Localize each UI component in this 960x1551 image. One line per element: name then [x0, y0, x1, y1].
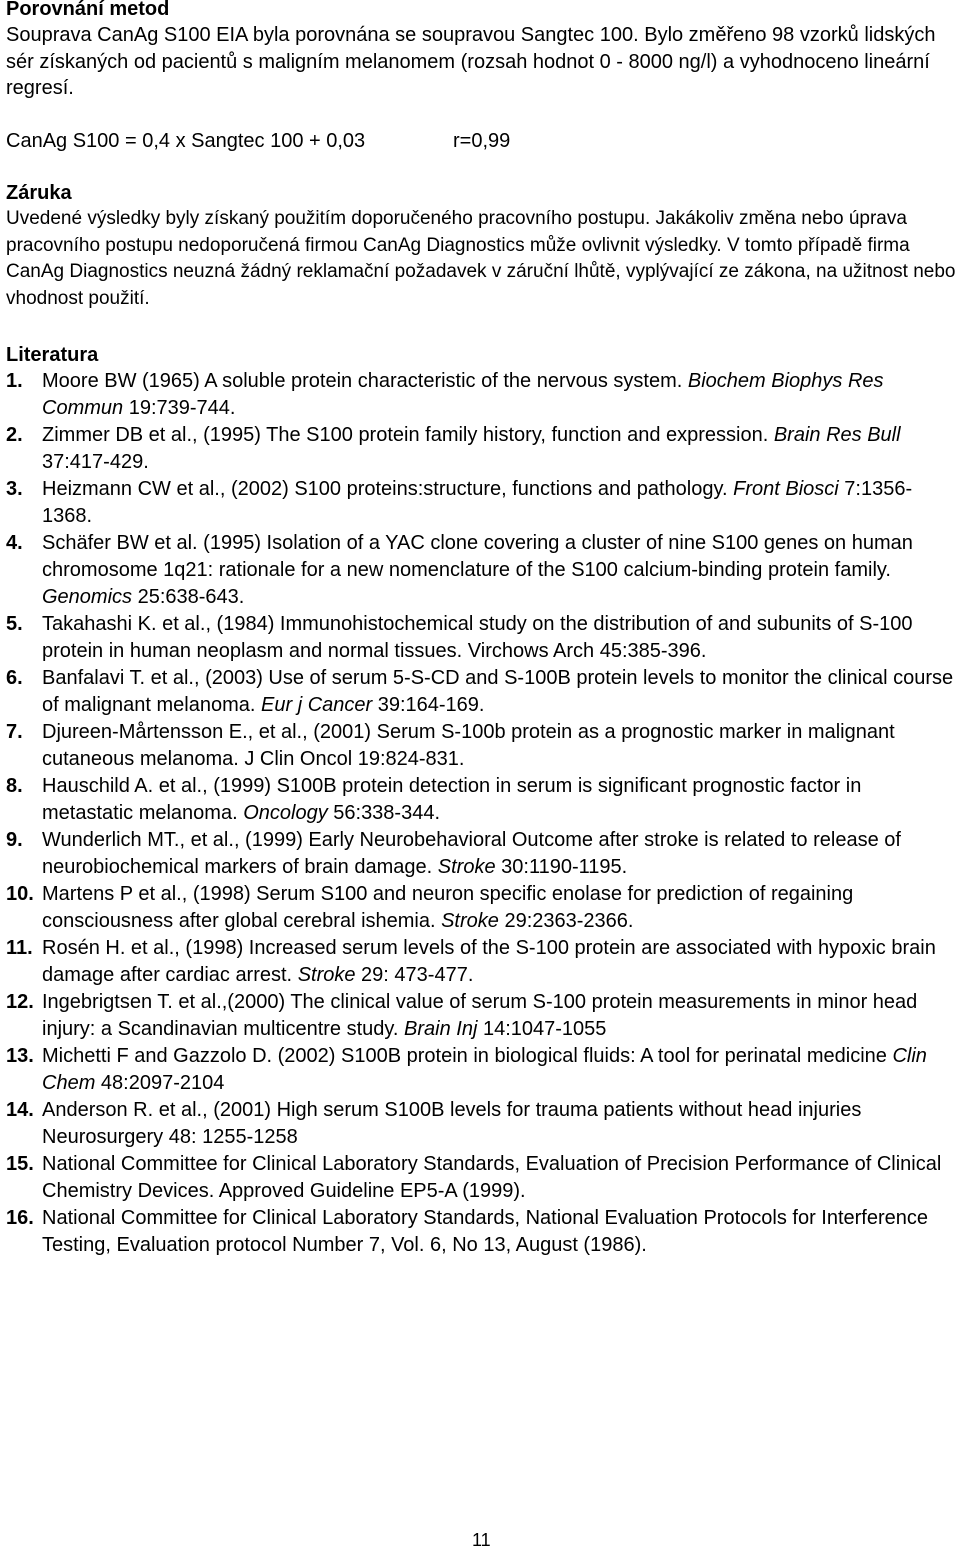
reference-number: 11.: [6, 937, 33, 959]
reference-text: ,(2000) The clinical value of serum S-100 protein measurements in minor head injury: a Scandinavian multicentre study.: [42, 991, 918, 1040]
reference-number: 10.: [6, 883, 34, 905]
reference-number: 7.: [6, 721, 23, 743]
reference-number: 8.: [6, 775, 23, 797]
reference-citation: 29: 473-477.: [355, 964, 474, 986]
comparison-heading: Porovnání metod: [6, 0, 170, 20]
reference-author: Moore BW: [42, 370, 137, 392]
reference-journal: Front Biosci: [733, 478, 839, 500]
reference-text: , (1998) Serum S100 and neuron specific enolase for prediction of regaining consciousness after global cerebral ishemia.: [42, 883, 854, 932]
reference-item: [6, 1043, 956, 1097]
reference-number: 3.: [6, 478, 23, 500]
reference-journal: Stroke: [297, 964, 356, 986]
reference-text: , (1999) S100B protein detection in serum is significant prognostic factor in metastatic melanoma.: [42, 775, 862, 824]
warranty-section: [6, 180, 956, 312]
reference-item: [6, 773, 956, 827]
reference-number: 15.: [6, 1153, 34, 1175]
reference-text: , (1998) Increased serum levels of the S-100 protein are associated with hypoxic brain damage after cardiac arrest.: [42, 937, 936, 986]
reference-item: [6, 665, 956, 719]
reference-item: [6, 1205, 956, 1259]
reference-item: [6, 1097, 956, 1151]
reference-text: , (1995) The S100 protein family history, function and expression.: [192, 424, 774, 446]
reference-text: , (2003) Use of serum 5-S-CD and S-100B protein levels to monitor the clinical course of malignant melanoma.: [42, 667, 954, 716]
reference-author: Wunderlich MT., et al.: [42, 829, 234, 851]
reference-item: [6, 881, 956, 935]
reference-author: Martens P et al.: [42, 883, 182, 905]
comparison-text: Souprava CanAg S100 EIA byla porovnána se soupravou Sangtec 100. Bylo změřeno 98 vzorků lidských sér získaných od pacientů s maligním melanomem (rozsah hodnot 0 - 8000 ng/l) a vyhodnoceno lineární regresí.: [6, 24, 936, 99]
reference-citation: 48:2097-2104: [95, 1072, 225, 1094]
reference-text: (2002) S100B protein in biological fluids: A tool for perinatal medicine: [272, 1045, 893, 1067]
reference-journal: Genomics: [42, 586, 133, 608]
reference-journal: Stroke: [441, 910, 499, 932]
reference-citation: 19:739-744.: [123, 397, 236, 419]
reference-citation: 7:1356-1368.: [42, 478, 913, 527]
reference-text: (1965) A soluble protein characteristic of the nervous system.: [136, 370, 688, 392]
reference-author: Michetti F and Gazzolo D.: [42, 1045, 273, 1067]
regression-formula: [6, 128, 511, 154]
reference-author: Takahashi K. et al.: [42, 613, 206, 635]
reference-citation: 37:417-429.: [42, 451, 149, 473]
reference-author: National Committee for Clinical Laboratory Standards: [42, 1207, 515, 1229]
reference-journal: Brain Inj: [404, 1018, 478, 1040]
comparison-section: [6, 0, 956, 102]
reference-journal: Clin Chem: [42, 1045, 927, 1094]
reference-text: , (2001) High serum S100B levels for trauma patients without head injuries Neurosurgery 48: 1255-1258: [42, 1099, 862, 1148]
reference-journal: Brain Res Bull: [773, 424, 901, 446]
reference-author: Djureen-Mårtensson E., et al.: [42, 721, 303, 743]
reference-number: 6.: [6, 667, 23, 689]
reference-journal: Oncology: [243, 802, 328, 824]
reference-author: Rosén H. et al.: [42, 937, 175, 959]
reference-citation: 30:1190-1195.: [495, 856, 628, 878]
reference-text: , (2001) Serum S-100b protein as a prognostic marker in malignant cutaneous melanoma. J Clin Oncol 19:824-831.: [42, 721, 895, 770]
formula-text: CanAg S100 = 0,4 x Sangtec 100 + 0,03: [6, 130, 366, 152]
reference-item: [6, 989, 956, 1043]
reference-item: [6, 935, 956, 989]
reference-number: 12.: [6, 991, 34, 1013]
reference-item: [6, 611, 956, 665]
reference-citation: 39:164-169.: [372, 694, 485, 716]
reference-number: 16.: [6, 1207, 34, 1229]
literature-heading: Literatura: [6, 344, 99, 366]
reference-text: , (2002) S100 proteins:structure, functions and pathology.: [219, 478, 734, 500]
reference-item: [6, 530, 956, 611]
reference-text: , (1984) Immunohistochemical study on the distribution of and subunits of S-100 protein in human neoplasm and normal tissues. Virchows Arch 45:385-396.: [42, 613, 913, 662]
reference-author: Zimmer DB et al.: [42, 424, 193, 446]
reference-number: 5.: [6, 613, 23, 635]
reference-journal: Biochem Biophys Res Commun: [42, 370, 884, 419]
reference-author: National Committee for Clinical Laboratory Standards: [42, 1153, 515, 1175]
reference-number: 13.: [6, 1045, 34, 1067]
reference-number: 1.: [6, 370, 23, 392]
reference-list: [6, 368, 956, 1259]
reference-citation: 56:338-344.: [327, 802, 441, 824]
correlation-value: r=0,99: [453, 130, 511, 152]
reference-author: Heizmann CW et al.: [42, 478, 220, 500]
literature-section: [6, 342, 956, 1259]
reference-number: 2.: [6, 424, 23, 446]
reference-number: 14.: [6, 1099, 34, 1121]
reference-citation: 25:638-643.: [132, 586, 245, 608]
reference-author: Ingebrigtsen T. et al.: [42, 991, 222, 1013]
reference-journal: Stroke: [437, 856, 496, 878]
reference-text: , (1999) Early Neurobehavioral Outcome after stroke is related to release of neurobiochemical markers of brain damage.: [42, 829, 901, 878]
reference-number: 4.: [6, 532, 23, 554]
reference-citation: 29:2363-2366.: [498, 910, 634, 932]
reference-citation: 14:1047-1055: [477, 1018, 607, 1040]
reference-text: (1995) Isolation of a YAC clone covering a cluster of nine S100 genes on human chromosome 1q21: rationale for a new nomenclature of the S100 calcium-binding protein family.: [42, 532, 913, 581]
warranty-text: Uvedené výsledky byly získaný použitím doporučeného pracovního postupu. Jakákoliv změna nebo úprava pracovního postupu nedoporučená firmou CanAg Diagnostics může ovlivnit výsledky. V tomto případě firma CanAg Diagnostics neuzná žádný reklamační požadavek v záruční lhůtě, vyplývající ze zákona, na užitnost nebo vhodnost použití.: [6, 208, 956, 309]
reference-number: 9.: [6, 829, 23, 851]
warranty-heading: Záruka: [6, 182, 72, 204]
reference-item: [6, 368, 956, 422]
reference-author: Hauschild A. et al.: [42, 775, 203, 797]
reference-item: [6, 476, 956, 530]
reference-item: [6, 719, 956, 773]
reference-item: [6, 1151, 956, 1205]
reference-item: [6, 422, 956, 476]
reference-author: Banfalavi T. et al.: [42, 667, 194, 689]
reference-author: Anderson R. et al.: [42, 1099, 203, 1121]
page-number: 11: [472, 1530, 491, 1550]
reference-item: [6, 827, 956, 881]
reference-text: , National Evaluation Protocols for Interference Testing, Evaluation protocol Number 7, Vol. 6, No 13, August (1986).: [42, 1207, 929, 1256]
reference-journal: Eur j Cancer: [261, 694, 373, 716]
reference-author: Schäfer BW et al.: [42, 532, 198, 554]
reference-text: , Evaluation of Precision Performance of Clinical Chemistry Devices. Approved Guideline EP5-A (1999).: [42, 1153, 942, 1202]
